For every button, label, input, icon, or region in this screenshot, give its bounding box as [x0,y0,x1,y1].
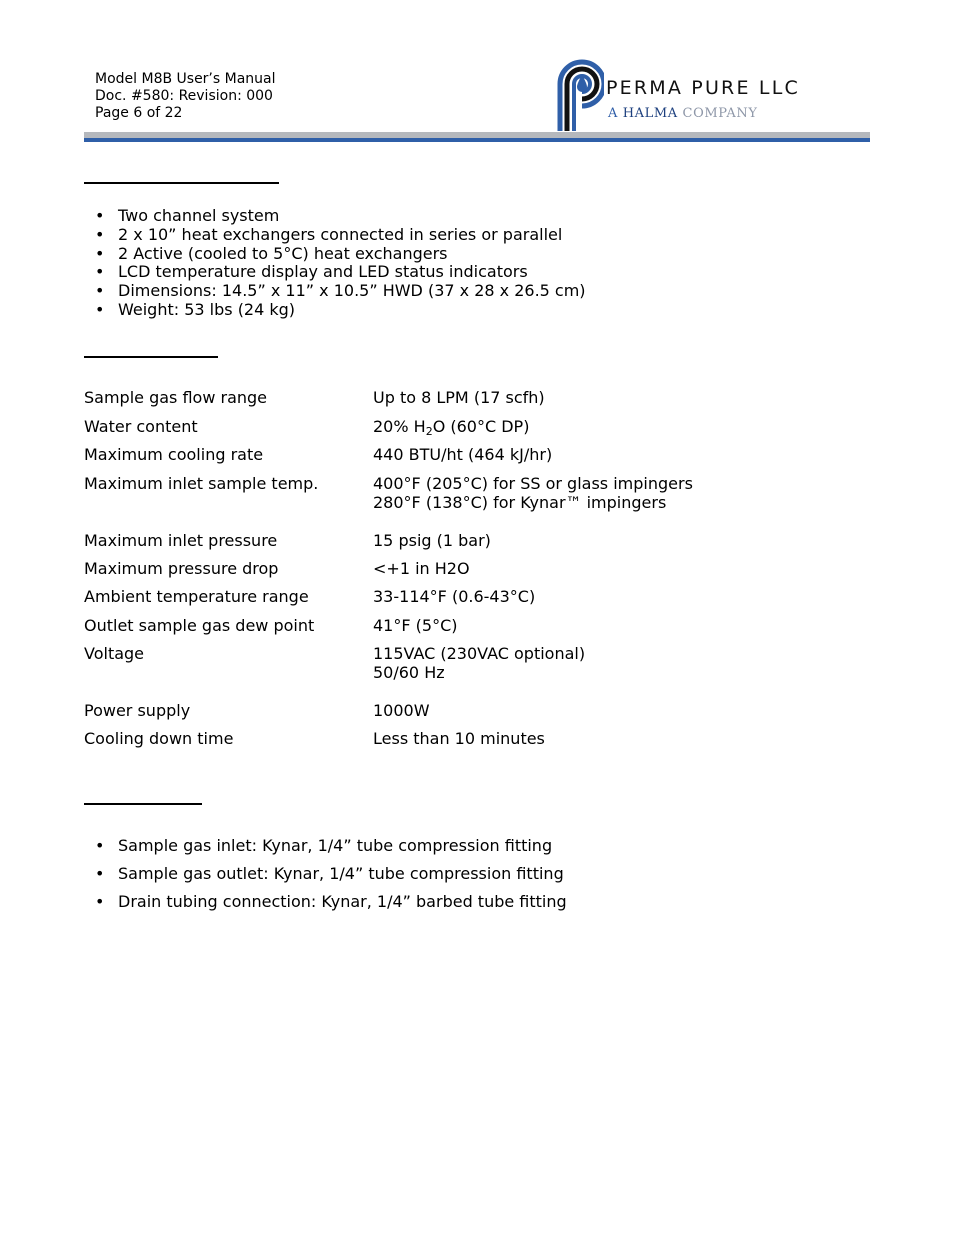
list-item: • LCD temperature display and LED status indicators [84,263,586,282]
spec-value: 440 BTU/ht (464 kJ/hr) [373,445,553,464]
perma-pure-p-icon [556,58,604,134]
list-item: • 2 Active (cooled to 5°C) heat exchangers [84,245,586,264]
spec-label: Maximum inlet pressure [84,531,278,550]
doc-number: Doc. #580: Revision: 000 [95,88,273,104]
company-name: PERMA PURE LLC [606,77,800,99]
spec-value: <+1 in H2O [373,559,470,578]
subtitle-company: COMPANY [682,106,758,121]
spec-label: Maximum cooling rate [84,445,264,464]
subtitle-a: A [608,106,618,121]
spec-value: 400°F (205°C) for SS or glass impingers 280°F (138°C) for Kynar™ impingers [373,474,693,512]
features-heading-underline [84,182,279,184]
spec-value: Less than 10 minutes [373,729,545,748]
spec-value: 1000W [373,701,430,720]
features-list [84,207,586,320]
spec-value: 20% $H_2O$ (60°C DP) [373,417,530,438]
spec-label: Maximum inlet sample temp. [84,474,319,493]
header-rule-blue [84,138,870,142]
spec-value: 41°F (5°C) [373,616,458,635]
list-item: • Weight: 53 lbs (24 kg) [84,301,586,320]
list-item: • Dimensions: 14.5” x 11” x 10.5” HWD (37 x 28 x 26.5 cm) [84,282,586,301]
spec-label: Sample gas flow range [84,388,268,407]
list-item: • Sample gas outlet: Kynar, 1/4” tube compression fitting [84,860,567,888]
spec-label: Ambient temperature range [84,587,309,606]
spec-value: 33-114°F (0.6-43°C) [373,587,536,606]
spec-label: Voltage [84,644,145,663]
connections-heading-underline [84,803,202,805]
list-item: • 2 x 10” heat exchangers connected in series or parallel [84,226,586,245]
page-info: Page 6 of 22 [95,105,183,121]
spec-value: 15 psig (1 bar) [373,531,491,550]
spec-value: Up to 8 LPM (17 scfh) [373,388,545,407]
subtitle-halma: HALMA [622,106,678,121]
list-item: • Drain tubing connection: Kynar, 1/4” barbed tube fitting [84,888,567,916]
company-logo [556,58,856,134]
doc-title: Model M8B User’s Manual [95,71,276,87]
spec-label: Maximum pressure drop [84,559,279,578]
spec-value: 115VAC (230VAC optional) 50/60 Hz [373,644,586,682]
spec-label: Water content [84,417,198,436]
document-header [95,71,276,122]
spec-label: Power supply [84,701,191,720]
specifications-heading-underline [84,356,218,358]
spec-label: Outlet sample gas dew point [84,616,315,635]
company-subtitle [608,106,758,121]
spec-label: Cooling down time [84,729,234,748]
connections-list [84,832,567,916]
list-item: • Sample gas inlet: Kynar, 1/4” tube compression fitting [84,832,567,860]
list-item: • Two channel system [84,207,586,226]
